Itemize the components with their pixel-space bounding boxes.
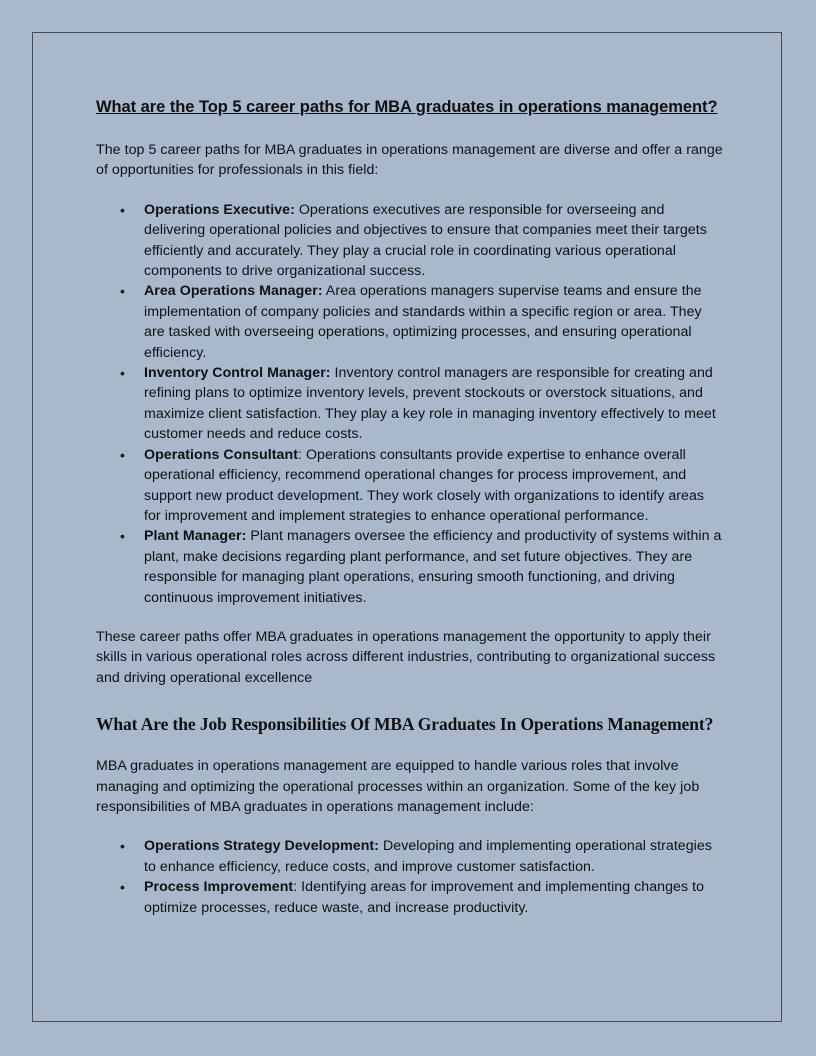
list-item [96,445,724,527]
document-body [96,96,724,937]
list-item [96,200,724,282]
career-paths-list [96,200,724,608]
responsibilities-list [96,836,724,918]
bullet-icon: • [120,283,125,300]
item-description: Operations executives are responsible for overseeing and delivering operational policies and objectives to ensure that companies meet their targets efficiently and accurately. They play a crucial role in coordinating various operational components to drive organizational success. [144,201,707,280]
bullet-icon: • [120,201,125,218]
bullet-icon: • [120,528,125,545]
item-description: Area operations managers supervise teams and ensure the implementation of company policies and standards within a specific region or area. They are tasked with overseeing operations, optimizing processes, and ensuring operational efficiency. [144,283,702,361]
responsibilities-intro-paragraph: MBA graduates in operations management are equipped to handle various roles that involve managing and optimizing the operational processes within an organization. Some of the key job responsibilities of MBA graduates in operations management include: [96,758,700,815]
list-item [96,363,724,445]
intro-paragraph: The top 5 career paths for MBA graduates in operations management are diverse and offer a range of opportunities for professionals in this field: [96,142,723,179]
item-term: Process Improvement [144,879,294,896]
item-description: : Operations consultants provide expertise to enhance overall operational efficiency, recommend operational changes for process improvement, and support new product development. They work closely with organizations to identify areas for improvement and implement strategies to enhance operational performance. [144,446,705,524]
item-term: Area Operations Manager: [144,283,323,300]
item-term: Operations Consultant [144,446,298,463]
bullet-icon: • [120,838,125,855]
item-term: Plant Manager: [144,528,247,545]
bullet-icon: • [120,365,125,382]
item-description: : Identifying areas for improvement and implementing changes to optimize processes, reduce waste, and increase productivity. [144,879,705,916]
item-description: Developing and implementing operational strategies to enhance efficiency, reduce costs, and improve customer satisfaction. [144,838,712,875]
bullet-icon: • [120,446,125,463]
list-item [96,281,724,363]
list-item [96,836,724,877]
item-term: Inventory Control Manager: [144,365,331,382]
item-term: Operations Strategy Development: [144,838,379,855]
list-item [96,526,724,608]
section-heading-career-paths: What are the Top 5 career paths for MBA graduates in operations management? [96,98,718,116]
item-description: Plant managers oversee the efficiency and productivity of systems within a plant, make decisions regarding plant performance, and set future objectives. They are responsible for managing plant operations, ensuring smooth functioning, and driving continuous improvement initiatives. [144,528,722,606]
list-item [96,877,724,918]
section-heading-responsibilities: What Are the Job Responsibilities Of MBA Graduates In Operations Management? [96,714,714,735]
bullet-icon: • [120,879,125,896]
item-term: Operations Executive: [144,201,295,218]
summary-paragraph: These career paths offer MBA graduates in operations management the opportunity to apply their skills in various operational roles across different industries, contributing to organizational success and driving operational excellence [96,628,716,686]
item-description: Inventory control managers are responsible for creating and refining plans to optimize inventory levels, prevent stockouts or overstock situations, and maximize client satisfaction. They play a key role in managing inventory effectively to meet customer needs and reduce costs. [144,365,716,443]
